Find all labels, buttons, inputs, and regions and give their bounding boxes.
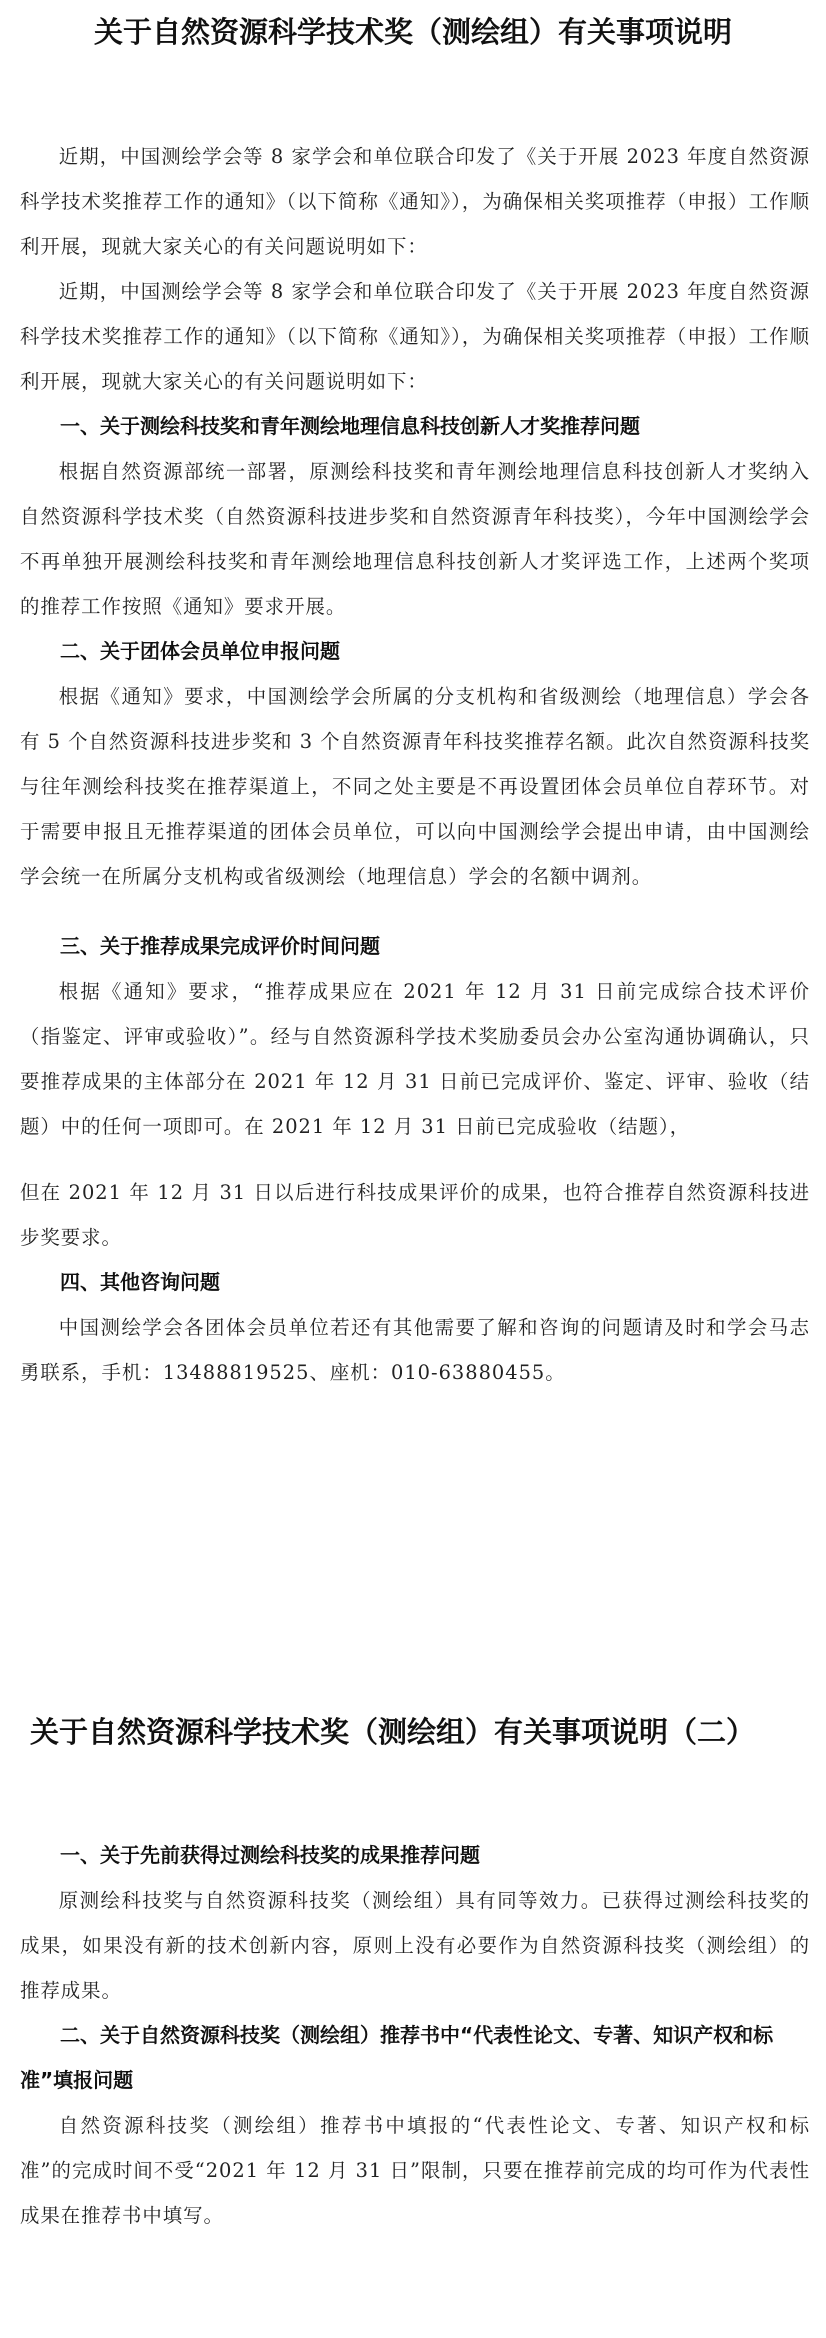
section-3-body-continued: 但在 2021 年 12 月 31 日以后进行科技成果评价的成果，也符合推荐自然资源科技进步奖要求。	[20, 1181, 810, 1249]
intro-paragraph-repeat: 近期，中国测绘学会等 8 家学会和单位联合印发了《关于开展 2023 年度自然资源科学技术奖推荐工作的通知》（以下简称《通知》），为确保相关奖项推荐（申报）工作顺利开展，现就大家关心的有关问题说明如下：	[20, 280, 810, 393]
section-4-body: 中国测绘学会各团体会员单位若还有其他需要了解和咨询的问题请及时和学会马志勇联系，手机：13488819525、座机：010-63880455。	[20, 1316, 810, 1384]
section-2-body: 根据《通知》要求，中国测绘学会所属的分支机构和省级测绘（地理信息）学会各有 5 个自然资源科技进步奖和 3 个自然资源青年科技奖推荐名额。此次自然资源科技奖与往年测绘科技奖在推荐渠道上，不同之处主要是不再设置团体会员单位自荐环节。对于需要申报且无推荐渠道的团体会员单位，可以向中国测绘学会提出申请，由中国测绘学会统一在所属分支机构或省级测绘（地理信息）学会的名额中调剂。	[20, 685, 810, 888]
doc2-section-2-heading: 二、关于自然资源科技奖（测绘组）推荐书中“代表性论文、专著、知识产权和标准”填报问题	[20, 2023, 774, 2092]
section-3-body: 根据《通知》要求，“推荐成果应在 2021 年 12 月 31 日前完成综合技术评价（指鉴定、评审或验收）”。经与自然资源科学技术奖励委员会办公室沟通协调确认，只要推荐成果的主体部分在 2021 年 12 月 31 日前已完成评价、鉴定、评审、验收（结题）中的任何一项即可。在 2021 年 12 月 31 日前已完成验收（结题），	[20, 980, 810, 1138]
doc2-section-1-heading: 一、关于先前获得过测绘科技奖的成果推荐问题	[60, 1843, 480, 1867]
doc2-section-2-body: 自然资源科技奖（测绘组）推荐书中填报的“代表性论文、专著、知识产权和标准”的完成时间不受“2021 年 12 月 31 日”限制，只要在推荐前完成的均可作为代表性成果在推荐书中填写。	[20, 2114, 810, 2227]
section-3-heading: 三、关于推荐成果完成评价时间问题	[60, 934, 380, 958]
section-1-body: 根据自然资源部统一部署，原测绘科技奖和青年测绘地理信息科技创新人才奖纳入自然资源科学技术奖（自然资源科技进步奖和自然资源青年科技奖），今年中国测绘学会不再单独开展测绘科技奖和青年测绘地理信息科技创新人才奖评选工作，上述两个奖项的推荐工作按照《通知》要求开展。	[20, 460, 810, 618]
section-1-heading: 一、关于测绘科技奖和青年测绘地理信息科技创新人才奖推荐问题	[60, 414, 640, 438]
section-4-heading: 四、其他咨询问题	[60, 1270, 220, 1294]
second-document-title: 关于自然资源科学技术奖（测绘组）有关事项说明（二）	[30, 1715, 756, 1749]
page-title: 关于自然资源科学技术奖（测绘组）有关事项说明	[93, 15, 732, 49]
intro-paragraph: 近期，中国测绘学会等 8 家学会和单位联合印发了《关于开展 2023 年度自然资源科学技术奖推荐工作的通知》（以下简称《通知》），为确保相关奖项推荐（申报）工作顺利开展，现就大家关心的有关问题说明如下：	[20, 145, 810, 258]
section-2-heading: 二、关于团体会员单位申报问题	[60, 639, 340, 663]
doc2-section-1-body: 原测绘科技奖与自然资源科技奖（测绘组）具有同等效力。已获得过测绘科技奖的成果，如果没有新的技术创新内容，原则上没有必要作为自然资源科技奖（测绘组）的推荐成果。	[20, 1889, 810, 2002]
